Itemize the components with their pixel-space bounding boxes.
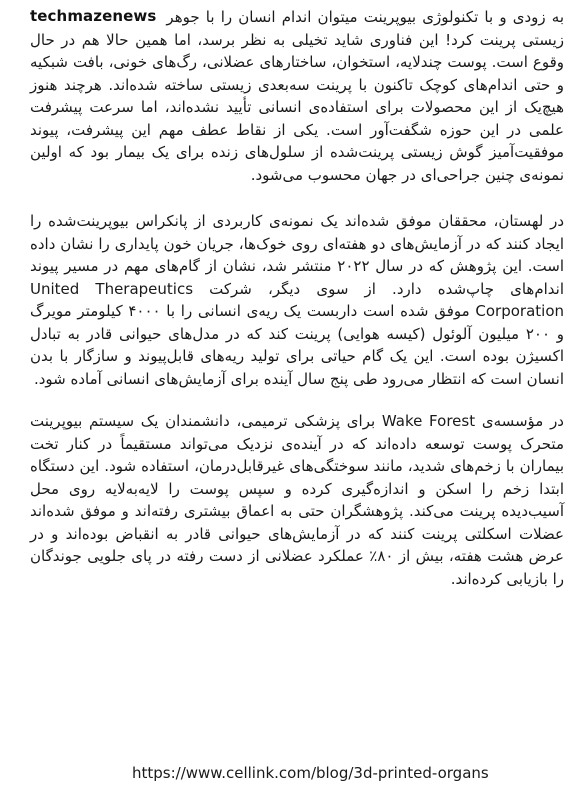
paragraph-spacer bbox=[30, 390, 564, 410]
paragraph-intro: به زودی و با تکنولوژی بیوپرینت میتوان اندام انسان را با جوهر زیستی پرینت کرد! این فناوری شاید تخیلی به نظر برسد، اما همین حالا هم در حال وقوع است. پوست چندلایه، استخوان، ساختارهای عضلانی، رگ‌های خونی، بافت شبکیه و حتی اندام‌های کوچک تاکنون با پرینت سه‌بعدی زیستی ساخته شده‌اند. هرچند هنوز هیچ‌یک از این محصولات برای استفاده‌ی انسانی تأیید نشده‌اند، اما سرعت پیشرفت علمی در این حوزه شگفت‌آور است. یکی از نقاط عطف مهم این پیشرفت، پیوند موفقیت‌آمیز گوش زیستی پرینت‌شده از سلول‌های زنده برای یک بیمار بود که اولین نمونه‌ی چنین جراحی‌ای در جهان محسوب می‌شود. bbox=[30, 8, 564, 184]
channel-name[interactable]: techmazenews bbox=[30, 7, 157, 25]
paragraph-wake-forest: در مؤسسه‌ی Wake Forest برای پزشکی ترمیمی، دانشمندان یک سیستم بیوپرینت متحرک پوست توسعه داده‌اند که در آینده‌ی نزدیک می‌تواند مستقیماً در کنار تخت بیماران با زخم‌های شدید، مانند سوختگی‌های غیرقابل‌درمان، استفاده شود. این دستگاه ابتدا زخم را اسکن و اندازه‌گیری کرده و سپس پوست را لایه‌به‌لایه روی محل آسیب‌دیده پرینت می‌کند. پژوهشگران حتی به اعماق بیشتری رفته‌اند و موفق شده‌اند عضلات اسکلتی پرینت کنند که در آزمایش‌های حیوانی قادر به انقباض بوده‌اند و در عرض هشت هفته، بیش از ۸۰٪ عملکرد عضلانی از دست رفته در پای جلویی جوندگان را بازیابی کرده‌اند. bbox=[30, 412, 565, 588]
post-body bbox=[30, 6, 564, 590]
paragraph-poland-lung: در لهستان، محققان موفق شده‌اند یک نمونه‌ی کاربردی از پانکراس بیوپرینت‌شده را ایجاد کنند که در آزمایش‌های دو هفته‌ای روی خوک‌ها، جریان خون پایداری را نشان داده است. این پژوهش که در سال ۲۰۲۲ منتشر شد، نشان از گام‌های مهم در مسیر پیوند اندام‌های چاپ‌شده دارد. از سوی دیگر، شرکت United Therapeutics Corporation موفق شده است داربست یک ریه‌ی انسانی را با ۴۰۰۰ کیلومتر مویرگ و ۲۰۰ میلیون آلوئول (کیسه هوایی) پرینت کند که در مدل‌های حیوانی قادر به تبادل اکسیژن بوده است. این یک گام حیاتی برای تولید ریه‌های قابل‌پیوند و سازگار با بدن انسان است که انتظار می‌رود طی پنج سال آینده برای آزمایش‌های انسانی آماده شود. bbox=[30, 212, 565, 388]
paragraph-spacer bbox=[30, 186, 564, 210]
source-link[interactable]: https://www.cellink.com/blog/3d-printed-organs bbox=[132, 764, 489, 782]
